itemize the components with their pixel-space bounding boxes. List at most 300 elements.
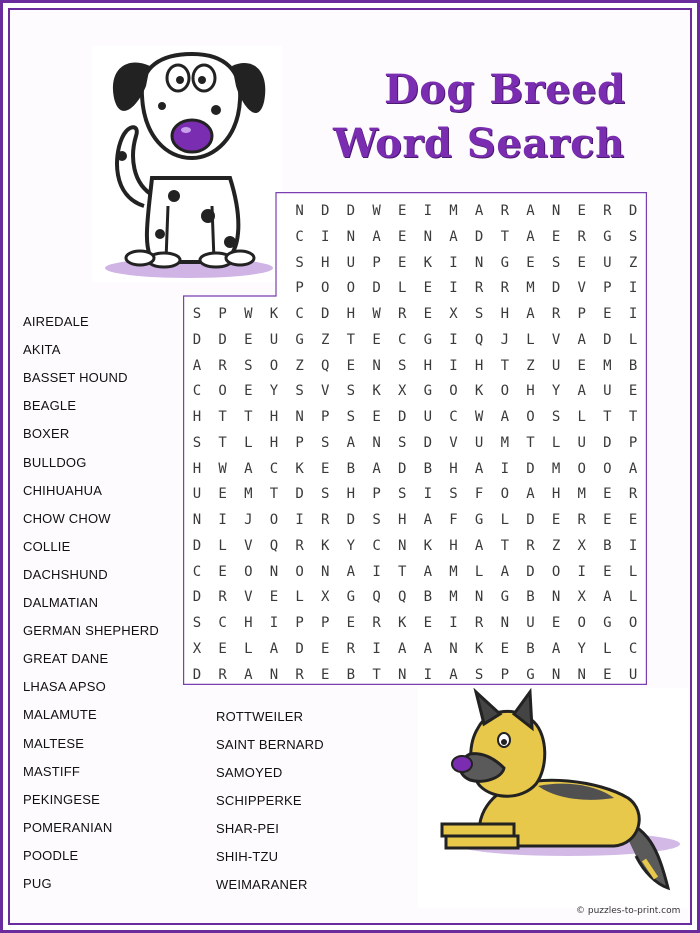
grid-letter[interactable]: M [551, 460, 561, 477]
grid-letter[interactable]: E [603, 486, 612, 503]
grid-letter[interactable]: M [449, 589, 458, 606]
grid-letter[interactable]: H [500, 306, 510, 322]
grid-letter[interactable]: P [218, 306, 227, 322]
grid-letter[interactable]: R [603, 203, 612, 219]
grid-letter[interactable]: O [346, 280, 356, 297]
grid-letter[interactable]: H [269, 434, 279, 451]
grid-letter[interactable]: E [423, 615, 433, 631]
grid-letter[interactable]: K [397, 615, 407, 631]
grid-letter[interactable]: P [372, 486, 381, 503]
grid-letter[interactable]: O [244, 563, 253, 580]
grid-letter[interactable]: L [603, 640, 612, 657]
grid-letter[interactable]: Y [269, 383, 279, 400]
grid-letter[interactable]: T [500, 537, 510, 554]
grid-letter[interactable]: E [603, 666, 612, 683]
grid-letter[interactable]: R [295, 666, 304, 683]
grid-letter[interactable]: H [526, 383, 535, 400]
grid-letter[interactable]: E [628, 512, 638, 528]
grid-letter[interactable]: A [372, 228, 381, 245]
grid-letter[interactable]: A [269, 640, 279, 657]
grid-letter[interactable]: D [551, 280, 561, 297]
grid-letter[interactable]: M [526, 280, 535, 297]
grid-letter[interactable]: O [577, 615, 586, 631]
grid-letter[interactable]: L [526, 331, 535, 348]
grid-letter[interactable]: Y [577, 640, 586, 657]
grid-letter[interactable]: S [628, 228, 638, 245]
grid-letter[interactable]: B [526, 589, 535, 606]
grid-letter[interactable]: I [423, 666, 433, 683]
grid-letter[interactable]: T [500, 357, 510, 374]
grid-letter[interactable]: D [423, 434, 433, 451]
grid-letter[interactable]: E [577, 357, 586, 374]
grid-letter[interactable]: Q [397, 589, 407, 606]
grid-letter[interactable]: E [603, 563, 612, 580]
grid-letter[interactable]: N [372, 357, 381, 374]
grid-letter[interactable]: E [244, 331, 253, 348]
grid-letter[interactable]: U [551, 357, 561, 374]
grid-letter[interactable]: A [500, 409, 510, 425]
grid-letter[interactable]: S [321, 486, 330, 503]
grid-letter[interactable]: K [423, 254, 433, 271]
grid-letter[interactable]: H [244, 615, 253, 631]
grid-letter[interactable]: N [321, 563, 330, 580]
grid-letter[interactable]: D [192, 589, 202, 606]
grid-letter[interactable]: H [449, 537, 458, 554]
grid-letter[interactable]: K [423, 537, 433, 554]
grid-letter[interactable]: A [474, 460, 484, 477]
grid-letter[interactable]: T [218, 434, 227, 451]
grid-letter[interactable]: C [449, 409, 458, 425]
grid-letter[interactable]: I [423, 203, 433, 219]
grid-letter[interactable]: A [474, 203, 484, 219]
grid-letter[interactable]: A [526, 228, 535, 245]
grid-letter[interactable]: W [474, 409, 484, 425]
grid-letter[interactable]: P [628, 434, 638, 451]
grid-letter[interactable]: D [526, 563, 535, 580]
grid-letter[interactable]: D [295, 486, 304, 503]
grid-letter[interactable]: O [603, 460, 612, 477]
grid-letter[interactable]: V [577, 280, 586, 297]
grid-letter[interactable]: G [295, 331, 304, 348]
grid-letter[interactable]: K [372, 383, 381, 400]
grid-letter[interactable]: M [577, 486, 586, 503]
grid-letter[interactable]: U [628, 666, 638, 683]
grid-letter[interactable]: A [577, 331, 586, 348]
grid-letter[interactable]: P [372, 254, 381, 271]
grid-letter[interactable]: N [269, 666, 279, 683]
grid-letter[interactable]: K [474, 383, 484, 400]
grid-letter[interactable]: A [346, 434, 356, 451]
grid-letter[interactable]: S [321, 434, 330, 451]
grid-letter[interactable]: Y [346, 537, 356, 554]
grid-letter[interactable]: X [577, 537, 586, 554]
grid-letter[interactable]: E [603, 512, 612, 528]
grid-letter[interactable]: E [321, 460, 330, 477]
grid-letter[interactable]: L [244, 640, 253, 657]
grid-letter[interactable]: D [372, 280, 381, 297]
grid-letter[interactable]: Z [526, 357, 535, 374]
grid-letter[interactable]: E [244, 383, 253, 400]
grid-letter[interactable]: B [346, 460, 356, 477]
grid-letter[interactable]: J [244, 512, 253, 528]
grid-letter[interactable]: D [346, 203, 356, 219]
grid-letter[interactable]: I [321, 228, 330, 245]
grid-letter[interactable]: Z [295, 357, 304, 374]
grid-letter[interactable]: T [526, 434, 535, 451]
grid-letter[interactable]: I [628, 280, 638, 297]
grid-letter[interactable]: B [628, 357, 638, 374]
grid-letter[interactable]: N [577, 666, 586, 683]
grid-letter[interactable]: N [474, 589, 484, 606]
grid-letter[interactable]: B [526, 640, 535, 657]
grid-letter[interactable]: P [295, 434, 304, 451]
grid-letter[interactable]: J [500, 331, 510, 348]
grid-letter[interactable]: L [474, 563, 484, 580]
grid-letter[interactable]: K [474, 640, 484, 657]
grid-letter[interactable]: T [628, 409, 638, 425]
grid-letter[interactable]: X [449, 306, 458, 322]
grid-letter[interactable]: E [346, 357, 356, 374]
grid-letter[interactable]: S [295, 254, 304, 271]
grid-letter[interactable]: H [449, 460, 458, 477]
grid-letter[interactable]: L [628, 331, 638, 348]
grid-letter[interactable]: D [295, 640, 304, 657]
grid-letter[interactable]: A [474, 537, 484, 554]
grid-letter[interactable]: E [218, 486, 227, 503]
grid-letter[interactable]: D [346, 512, 356, 528]
grid-letter[interactable]: A [244, 666, 253, 683]
grid-letter[interactable]: E [500, 640, 510, 657]
grid-letter[interactable]: Z [628, 254, 638, 271]
grid-letter[interactable]: D [192, 331, 202, 348]
grid-letter[interactable]: X [321, 589, 330, 606]
grid-letter[interactable]: W [372, 306, 381, 322]
grid-letter[interactable]: C [192, 563, 202, 580]
grid-letter[interactable]: R [346, 640, 356, 657]
grid-letter[interactable]: A [397, 640, 407, 657]
grid-letter[interactable]: D [526, 512, 535, 528]
grid-letter[interactable]: R [474, 615, 484, 631]
grid-letter[interactable]: K [295, 460, 304, 477]
grid-letter[interactable]: O [500, 486, 510, 503]
grid-letter[interactable]: C [295, 228, 304, 245]
grid-letter[interactable]: H [192, 460, 202, 477]
grid-letter[interactable]: L [244, 434, 253, 451]
grid-letter[interactable]: R [218, 666, 227, 683]
grid-letter[interactable]: G [603, 615, 612, 631]
grid-letter[interactable]: I [577, 563, 586, 580]
grid-letter[interactable]: A [628, 460, 638, 477]
grid-letter[interactable]: D [397, 460, 407, 477]
grid-letter[interactable]: A [244, 460, 253, 477]
grid-letter[interactable]: L [577, 409, 586, 425]
grid-letter[interactable]: R [397, 306, 407, 322]
grid-letter[interactable]: E [269, 589, 279, 606]
grid-letter[interactable]: G [423, 331, 433, 348]
grid-letter[interactable]: R [218, 357, 227, 374]
grid-letter[interactable]: Y [551, 383, 561, 400]
grid-letter[interactable]: P [295, 280, 304, 297]
grid-letter[interactable]: O [321, 280, 330, 297]
grid-letter[interactable]: R [474, 280, 484, 297]
grid-letter[interactable]: P [321, 409, 330, 425]
grid-letter[interactable]: P [500, 666, 510, 683]
grid-letter[interactable]: D [603, 331, 612, 348]
grid-letter[interactable]: I [628, 306, 638, 322]
grid-letter[interactable]: I [449, 254, 458, 271]
grid-letter[interactable]: A [346, 563, 356, 580]
grid-letter[interactable]: S [397, 486, 407, 503]
grid-letter[interactable]: T [218, 409, 227, 425]
grid-letter[interactable]: X [192, 640, 202, 657]
grid-letter[interactable]: O [269, 512, 279, 528]
grid-letter[interactable]: O [551, 563, 561, 580]
grid-letter[interactable]: R [577, 228, 586, 245]
grid-letter[interactable]: I [372, 563, 381, 580]
grid-letter[interactable]: A [577, 383, 586, 400]
grid-letter[interactable]: U [192, 486, 202, 503]
grid-letter[interactable]: E [577, 254, 586, 271]
grid-letter[interactable]: A [526, 486, 535, 503]
grid-letter[interactable]: R [628, 486, 638, 503]
grid-letter[interactable]: W [218, 460, 227, 477]
grid-letter[interactable]: G [474, 512, 484, 528]
grid-letter[interactable]: S [474, 666, 484, 683]
grid-letter[interactable]: I [449, 331, 458, 348]
grid-letter[interactable]: E [397, 254, 407, 271]
grid-letter[interactable]: Z [551, 537, 561, 554]
grid-letter[interactable]: W [372, 203, 381, 219]
grid-letter[interactable]: U [423, 409, 433, 425]
grid-letter[interactable]: K [269, 306, 279, 322]
grid-letter[interactable]: A [526, 203, 535, 219]
grid-letter[interactable]: E [526, 254, 535, 271]
grid-letter[interactable]: F [474, 486, 484, 503]
grid-letter[interactable]: F [449, 512, 458, 528]
grid-letter[interactable]: I [372, 640, 381, 657]
grid-letter[interactable]: C [218, 615, 227, 631]
grid-letter[interactable]: D [526, 460, 535, 477]
grid-letter[interactable]: N [551, 589, 561, 606]
grid-letter[interactable]: E [628, 383, 638, 400]
grid-letter[interactable]: N [192, 512, 202, 528]
grid-letter[interactable]: N [269, 563, 279, 580]
grid-letter[interactable]: U [526, 615, 535, 631]
grid-letter[interactable]: O [628, 615, 638, 631]
grid-letter[interactable]: A [372, 460, 381, 477]
grid-letter[interactable]: U [577, 434, 586, 451]
grid-letter[interactable]: C [397, 331, 407, 348]
grid-letter[interactable]: S [192, 434, 202, 451]
grid-letter[interactable]: N [295, 409, 304, 425]
grid-letter[interactable]: G [346, 589, 356, 606]
grid-letter[interactable]: E [397, 203, 407, 219]
grid-letter[interactable]: H [397, 512, 407, 528]
grid-letter[interactable]: I [423, 486, 433, 503]
grid-letter[interactable]: R [321, 512, 330, 528]
grid-letter[interactable]: T [372, 666, 381, 683]
grid-letter[interactable]: M [449, 203, 458, 219]
grid-letter[interactable]: R [551, 306, 561, 322]
grid-letter[interactable]: N [346, 228, 356, 245]
grid-letter[interactable]: N [551, 666, 561, 683]
grid-letter[interactable]: M [603, 357, 612, 374]
grid-letter[interactable]: G [603, 228, 612, 245]
grid-letter[interactable]: I [269, 615, 279, 631]
grid-letter[interactable]: W [244, 306, 253, 322]
grid-letter[interactable]: O [500, 383, 510, 400]
grid-letter[interactable]: O [295, 563, 304, 580]
grid-letter[interactable]: B [423, 460, 433, 477]
grid-letter[interactable]: S [346, 383, 356, 400]
grid-letter[interactable]: V [244, 589, 253, 606]
grid-letter[interactable]: D [321, 306, 330, 322]
grid-letter[interactable]: U [346, 254, 356, 271]
grid-letter[interactable]: S [474, 306, 484, 322]
grid-letter[interactable]: I [218, 512, 227, 528]
grid-letter[interactable]: E [372, 409, 381, 425]
grid-letter[interactable]: R [500, 280, 510, 297]
grid-letter[interactable]: L [295, 589, 304, 606]
grid-letter[interactable]: V [551, 331, 561, 348]
grid-letter[interactable]: E [551, 512, 561, 528]
grid-letter[interactable]: N [295, 203, 304, 219]
grid-letter[interactable]: D [474, 228, 484, 245]
grid-letter[interactable]: S [449, 486, 458, 503]
grid-letter[interactable]: P [603, 280, 612, 297]
grid-letter[interactable]: S [372, 512, 381, 528]
grid-letter[interactable]: S [192, 615, 202, 631]
grid-letter[interactable]: S [244, 357, 253, 374]
grid-letter[interactable]: B [423, 589, 433, 606]
grid-letter[interactable]: A [551, 640, 561, 657]
grid-letter[interactable]: T [244, 409, 253, 425]
grid-letter[interactable]: S [397, 434, 407, 451]
grid-letter[interactable]: G [423, 383, 433, 400]
grid-letter[interactable]: P [321, 615, 330, 631]
grid-letter[interactable]: D [603, 434, 612, 451]
grid-letter[interactable]: O [449, 383, 458, 400]
grid-letter[interactable]: V [244, 537, 253, 554]
grid-letter[interactable]: E [603, 306, 612, 322]
grid-letter[interactable]: D [397, 409, 407, 425]
grid-letter[interactable]: E [397, 228, 407, 245]
grid-letter[interactable]: D [628, 203, 638, 219]
grid-letter[interactable]: T [346, 331, 356, 348]
grid-letter[interactable]: Q [474, 331, 484, 348]
grid-letter[interactable]: N [500, 615, 510, 631]
grid-letter[interactable]: O [218, 383, 227, 400]
grid-letter[interactable]: I [295, 512, 304, 528]
grid-letter[interactable]: C [372, 537, 381, 554]
grid-letter[interactable]: H [192, 409, 202, 425]
grid-letter[interactable]: S [192, 306, 202, 322]
grid-letter[interactable]: S [397, 357, 407, 374]
grid-letter[interactable]: V [449, 434, 458, 451]
grid-letter[interactable]: E [551, 615, 561, 631]
grid-letter[interactable]: B [346, 666, 356, 683]
grid-letter[interactable]: X [397, 383, 407, 400]
grid-letter[interactable]: O [269, 357, 279, 374]
grid-letter[interactable]: D [192, 537, 202, 554]
grid-letter[interactable]: N [397, 537, 407, 554]
grid-letter[interactable]: N [551, 203, 561, 219]
grid-letter[interactable]: A [423, 512, 433, 528]
grid-letter[interactable]: C [295, 306, 304, 322]
grid-letter[interactable]: G [500, 254, 510, 271]
grid-letter[interactable]: K [321, 537, 330, 554]
grid-letter[interactable]: P [295, 615, 304, 631]
grid-letter[interactable]: A [449, 666, 458, 683]
grid-letter[interactable]: R [526, 537, 535, 554]
grid-letter[interactable]: Q [269, 537, 279, 554]
grid-letter[interactable]: T [500, 228, 510, 245]
grid-letter[interactable]: E [346, 615, 356, 631]
grid-letter[interactable]: T [269, 486, 279, 503]
grid-letter[interactable]: A [192, 357, 202, 374]
grid-letter[interactable]: C [628, 640, 638, 657]
grid-letter[interactable]: Z [321, 331, 330, 348]
grid-letter[interactable]: H [346, 306, 356, 322]
grid-letter[interactable]: V [321, 383, 330, 400]
grid-letter[interactable]: E [218, 640, 227, 657]
grid-letter[interactable]: L [397, 280, 407, 297]
grid-letter[interactable]: N [449, 640, 458, 657]
grid-letter[interactable]: R [372, 615, 381, 631]
grid-letter[interactable]: M [449, 563, 458, 580]
grid-letter[interactable]: P [577, 306, 586, 322]
grid-letter[interactable]: L [551, 434, 561, 451]
grid-letter[interactable]: H [474, 357, 484, 374]
grid-letter[interactable]: H [551, 486, 561, 503]
grid-letter[interactable]: T [397, 563, 407, 580]
grid-letter[interactable]: O [526, 409, 535, 425]
grid-letter[interactable]: H [269, 409, 279, 425]
grid-letter[interactable]: E [577, 203, 586, 219]
grid-letter[interactable]: U [474, 434, 484, 451]
grid-letter[interactable]: E [218, 563, 227, 580]
grid-letter[interactable]: L [628, 589, 638, 606]
grid-letter[interactable]: C [269, 460, 279, 477]
grid-letter[interactable]: R [577, 512, 586, 528]
grid-letter[interactable]: I [628, 537, 638, 554]
grid-letter[interactable]: A [500, 563, 510, 580]
grid-letter[interactable]: E [321, 666, 330, 683]
grid-letter[interactable]: E [423, 280, 433, 297]
grid-letter[interactable]: N [397, 666, 407, 683]
grid-letter[interactable]: E [551, 228, 561, 245]
grid-letter[interactable]: R [295, 537, 304, 554]
grid-letter[interactable]: N [423, 228, 433, 245]
grid-letter[interactable]: S [346, 409, 356, 425]
grid-letter[interactable]: H [346, 486, 356, 503]
grid-letter[interactable]: H [321, 254, 330, 271]
grid-letter[interactable]: C [192, 383, 202, 400]
grid-letter[interactable]: S [295, 383, 304, 400]
grid-letter[interactable]: T [603, 409, 612, 425]
grid-letter[interactable]: G [500, 589, 510, 606]
grid-letter[interactable]: I [449, 280, 458, 297]
grid-letter[interactable]: S [551, 409, 561, 425]
grid-letter[interactable]: A [603, 589, 612, 606]
grid-letter[interactable]: O [577, 460, 586, 477]
grid-letter[interactable]: A [449, 228, 458, 245]
grid-letter[interactable]: D [321, 203, 330, 219]
grid-letter[interactable]: U [603, 254, 612, 271]
grid-letter[interactable]: L [500, 512, 510, 528]
grid-letter[interactable]: R [218, 589, 227, 606]
grid-letter[interactable]: A [526, 306, 535, 322]
